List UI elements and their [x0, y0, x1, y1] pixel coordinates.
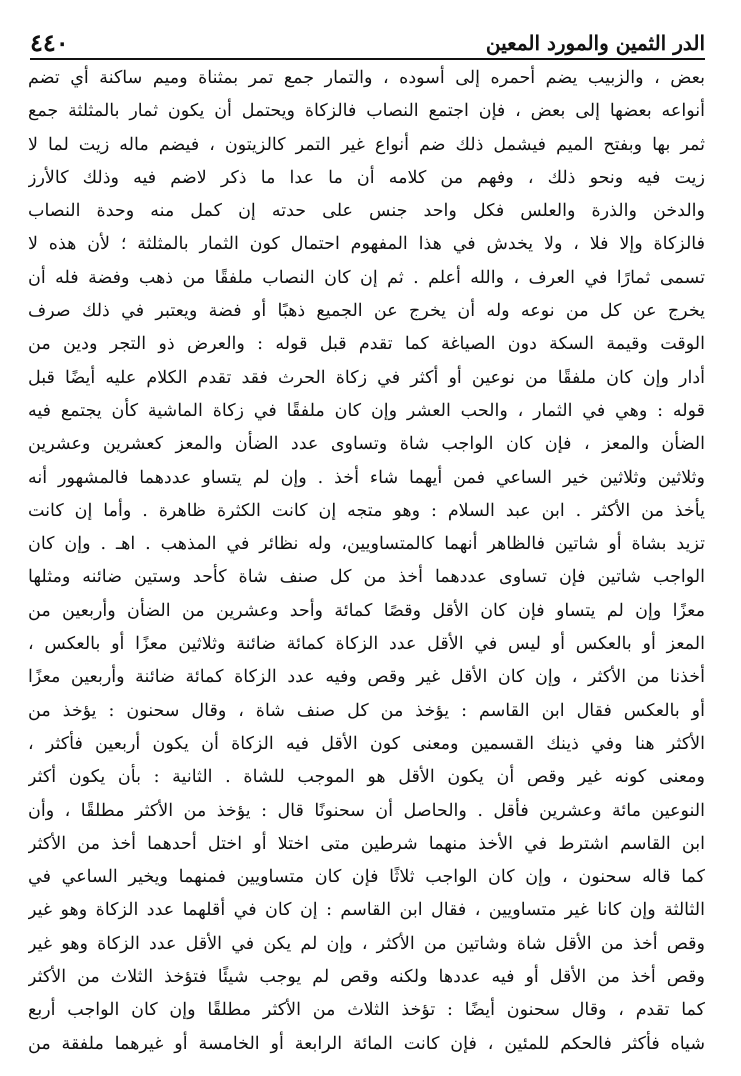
text-line: أخذنا من الأكثر ، وإن كان الأقل غير وقص وفيه عدد الزكاة كمائة ضائنة وأربعين معزًا: [28, 667, 705, 688]
text-line: تسمى ثمارًا في العرف ، والله أعلم . ثم إن كان النصاب ملفقًا من ذهب وفضة فله أن: [28, 267, 705, 288]
text-line: ابن القاسم اشترط في الأخذ منهما شرطين متى اختلا أو اختل أحدهما أخذ من الأكثر: [28, 833, 705, 854]
text-line: الثالثة وإن كانا غير متساويين ، فقال ابن القاسم : إن كان في أقلهما عدد الزكاة وهو غير: [28, 900, 705, 921]
text-line: وثلاثين وثلاثين خير الساعي فمن أيهما شاء أخذ . وإن لم يتساو عددهما فالمشهور أنه: [28, 467, 705, 488]
text-line: الوقت وقيمة السكة دون الصياغة كما تقدم قبل قوله : والعرض ذو التجر ودين من: [28, 334, 705, 355]
text-line: أنواعه بعضها إلى بعض ، فإن اجتمع النصاب فالزكاة ويحتمل أن يكون ثمار بالمثلثة جمع: [28, 101, 705, 122]
text-line: قوله : وهي في الثمار ، والحب العشر وإن كان ملفقًا في زكاة الماشية كأن يجتمع فيه: [28, 400, 705, 421]
text-line: ومعنى كونه غير وقص أن يكون الأقل هو الموجب للشاة . الثانية : بأن يكون أكثر: [28, 767, 705, 788]
text-line: يخرج عن كل من نوعه وله أن يخرج عن الجميع ذهبًا أو فضة ويعتبر في ذلك صرف: [28, 301, 705, 322]
text-line: أدار وإن كان ملفقًا من نوعين أو أكثر في زكاة الحرث فقد تقدم الكلام عليه أيضًا قبل: [28, 367, 705, 388]
text-line: والدخن والذرة والعلس فكل واحد جنس على حدته إن كمل منه وحدة النصاب: [28, 201, 705, 222]
text-line: الأكثر هنا وفي ذينك القسمين ومعنى كون الأقل فيه الزكاة أن يكون أربعين فأكثر ،: [28, 733, 705, 754]
text-line: فالزكاة وإلا فلا ، ولا يخدش في هذا المفهوم احتمال كون الثمار بالمثلثة ؛ لأن هذه لا: [28, 234, 705, 255]
text-line: زيت فيه ونحو ذلك ، وفهم من كلامه أن ما عدا ما ذكر لاضم فيه وذلك كالأرز: [28, 167, 705, 188]
text-line: أو بالعكس فقال ابن القاسم : يؤخذ من كل صنف شاة ، وقال سحنون : يؤخذ من: [28, 700, 705, 721]
text-line: المعز أو بالعكس أو ليس في الأقل عدد الزكاة كمائة ضائنة وثلاثين معزًا أو بالعكس ،: [28, 634, 705, 655]
book-title: الدر الثمين والمورد المعين: [485, 31, 705, 55]
text-line: بعض ، والزبيب يضم أحمره إلى أسوده ، والتمار جمع تمر بمثناة وميم ساكنة أي تضم: [28, 68, 705, 88]
text-line: كما قاله سحنون ، وإن كان الواجب ثلاثًا فإن كان متساويين فمنهما ويخير الساعي في: [28, 867, 705, 888]
text-line: تزيد بشاة أو شاتين فالظاهر أنهما كالمتساويين، وله نظائر في المذهب . اهـ . وإن كان: [28, 534, 705, 555]
text-line: يأخذ من الأكثر . ابن عبد السلام : وهو متجه إن كانت الكثرة ظاهرة . وأما إن كانت: [28, 500, 705, 521]
text-line: معزًا وإن لم يتساو فإن كان الأقل وقصًا كمائة وأحد وعشرين من الضأن وأربعين من: [28, 600, 705, 621]
text-line: الواجب شاتين فإن تساوى عددهما أخذ من كل صنف شاة كأحد وستين ضائنه ومثلها: [28, 567, 705, 588]
text-line: ثمر بها وبفتح الميم فيشمل ذلك ضم أنواع غير التمر كالزيتون ، فيضم ماله زيت لما لا: [28, 134, 705, 155]
text-line: شياه فأكثر فالحكم للمئين ، فإن كانت المائة الرابعة أو الخامسة أو غيرهما ملفقة من: [28, 1033, 705, 1054]
text-line: وقص أخذ من الأقل شاة وشاتين من الأكثر ، وإن لم يكن في الأقل عدد الزكاة وهو غير: [28, 933, 705, 954]
page-header: [30, 24, 705, 60]
text-line: وقص أخذ من الأقل أو فيه عددها ولكنه وقص لم يوجب شيئًا فتؤخذ الثلاث من الأكثر: [28, 967, 705, 988]
text-line: كما تقدم ، وقال سحنون أيضًا : تؤخذ الثلاث من الأكثر مطلقًا وإن كان الواجب أربع: [28, 1000, 705, 1021]
page-number: ٤٤٠: [30, 28, 69, 57]
text-line: الضأن والمعز ، فإن كان الواجب شاة وتساوى عدد الضأن والمعز كعشرين وعشرين: [28, 434, 705, 455]
text-line: النوعين مائة وعشرين فأقل . والحاصل أن سحنونًا قال : يؤخذ من الأكثر مطلقًا ، وأن: [28, 800, 705, 821]
body-text: [28, 62, 705, 1061]
